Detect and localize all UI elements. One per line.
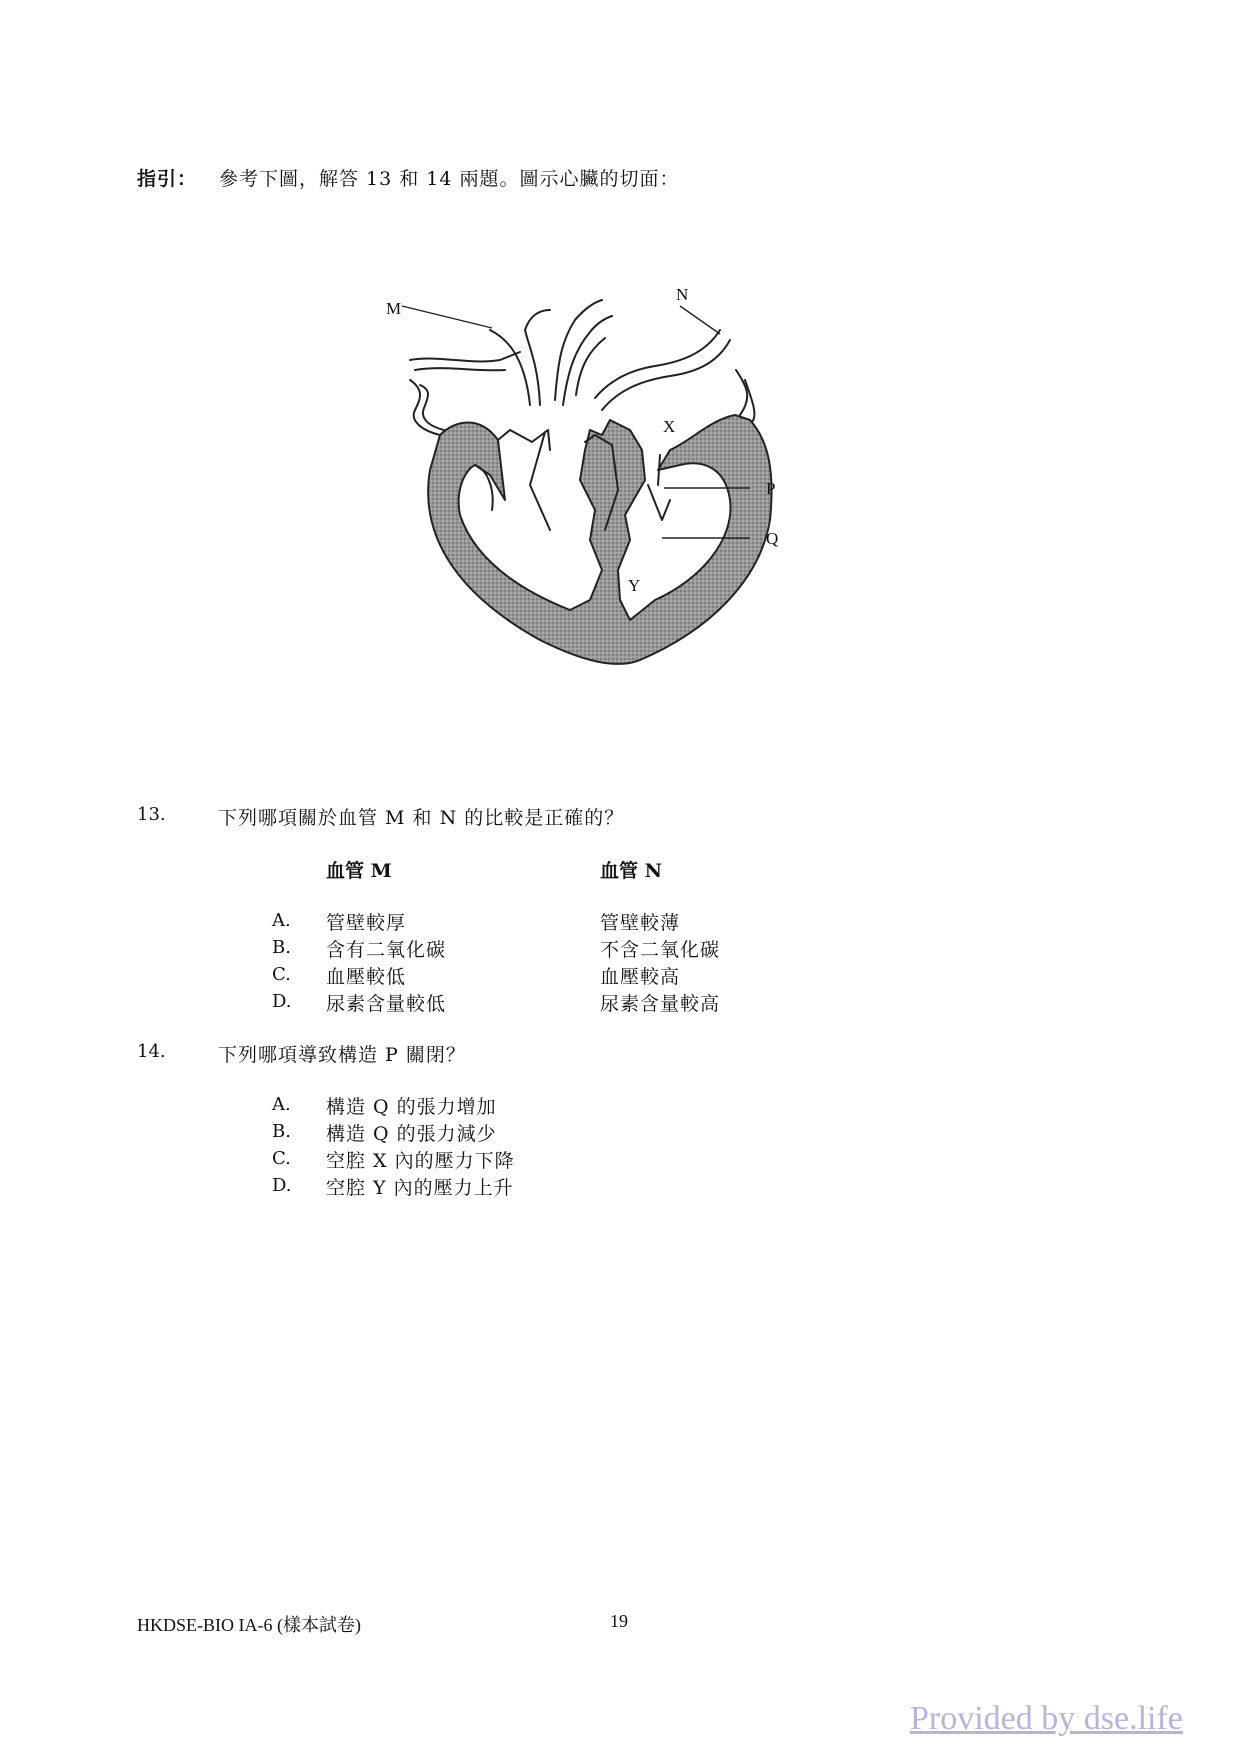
- heart-section-diagram: [380, 270, 880, 710]
- q14-letter-d: D.: [272, 1175, 292, 1196]
- provided-by-link[interactable]: Provided by dse.life: [910, 1700, 1183, 1737]
- q14-option-d: 空腔 Y 內的壓力上升: [326, 1177, 514, 1199]
- q14-number: 14.: [137, 1041, 166, 1062]
- q14-text: 下列哪項導致構造 P 關閉？: [218, 1044, 466, 1066]
- instruction-text: 參考下圖，解答 13 和 14 兩題。圖示心臟的切面：: [219, 168, 680, 190]
- q13-col-m: 血管 M: [326, 860, 392, 882]
- q13-option-c-n: 血壓較高: [600, 966, 681, 988]
- q13-col-n: 血管 N: [600, 860, 662, 882]
- label-q: Q: [766, 529, 779, 548]
- q14-letter-a: A.: [272, 1094, 291, 1115]
- q14-option-b: 構造 Q 的張力減少: [326, 1123, 497, 1145]
- label-m: M: [386, 299, 402, 318]
- q13-option-b-n: 不含二氧化碳: [600, 939, 721, 961]
- q13-option-d-n: 尿素含量較高: [600, 993, 721, 1015]
- q13-letter-c: C.: [272, 964, 291, 985]
- vessel-m: [490, 330, 530, 405]
- q14-letter-b: B.: [272, 1121, 291, 1142]
- instruction-label: 指引：: [137, 168, 198, 190]
- footer-paper-code: HKDSE-BIO IA-6 (樣本試卷): [137, 1615, 361, 1635]
- q14-option-a: 構造 Q 的張力增加: [326, 1096, 497, 1118]
- vessel-n: [602, 340, 730, 410]
- label-x: X: [663, 417, 676, 436]
- q13-text: 下列哪項關於血管 M 和 N 的比較是正確的？: [218, 807, 625, 829]
- instruction: [137, 164, 680, 191]
- heart-outline: [410, 300, 772, 664]
- q13-letter-a: A.: [272, 910, 291, 931]
- label-p: P: [766, 479, 776, 498]
- label-n: N: [676, 285, 689, 304]
- q13-option-a-n: 管壁較薄: [600, 912, 681, 934]
- q13-letter-b: B.: [272, 937, 291, 958]
- footer-page-number: 19: [610, 1611, 628, 1631]
- label-y: Y: [628, 576, 641, 595]
- heart-muscle-wall: [428, 415, 771, 664]
- q14-option-c: 空腔 X 內的壓力下降: [326, 1150, 515, 1172]
- q13-letter-d: D.: [272, 991, 292, 1012]
- q13-number: 13.: [137, 804, 166, 825]
- q13-option-b-m: 含有二氧化碳: [326, 939, 447, 961]
- q13-option-c-m: 血壓較低: [326, 966, 407, 988]
- q13-option-a-m: 管壁較厚: [326, 912, 407, 934]
- q13-option-d-m: 尿素含量較低: [326, 993, 447, 1015]
- q14-letter-c: C.: [272, 1148, 291, 1169]
